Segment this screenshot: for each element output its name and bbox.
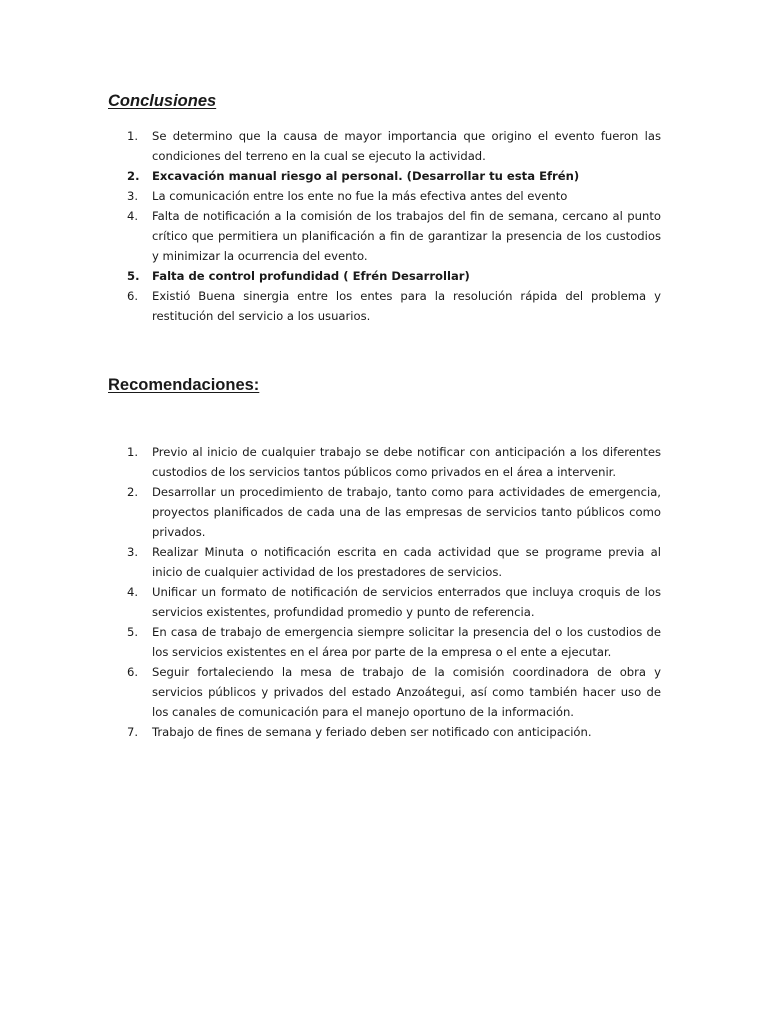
conclusiones-list [127,126,661,326]
recommendation-item [127,542,661,582]
item-text: Excavación manual riesgo al personal. (Desarrollar tu esta Efrén) [152,169,580,183]
item-number: 7. [127,725,139,739]
item-text: Desarrollar un procedimiento de trabajo, tanto como para actividades de emergencia, proyectos planificados de cada una de las empresas de servicios tanto públicos como privados. [152,485,661,539]
conclusion-item [127,126,661,166]
item-number: 6. [127,665,139,679]
recommendation-item [127,482,661,542]
item-number: 1. [127,445,139,459]
item-text: Trabajo de fines de semana y feriado deben ser notificado con anticipación. [152,725,592,739]
item-number: 6. [127,289,139,303]
conclusion-item [127,286,661,326]
item-text: En casa de trabajo de emergencia siempre solicitar la presencia del o los custodios de los servicios existentes en el área por parte de la empresa o el ente a ejecutar. [152,625,661,659]
item-number: 3. [127,545,139,559]
item-text: Existió Buena sinergia entre los entes para la resolución rápida del problema y restitución del servicio a los usuarios. [152,289,661,323]
conclusion-item [127,266,661,286]
item-number: 4. [127,585,139,599]
conclusion-item [127,166,661,186]
item-text: La comunicación entre los ente no fue la más efectiva antes del evento [152,189,568,203]
item-number: 2. [127,485,139,499]
item-number: 2. [127,169,140,183]
item-number: 3. [127,189,139,203]
item-number: 5. [127,625,139,639]
recomendaciones-list [127,442,661,742]
item-text: Seguir fortaleciendo la mesa de trabajo de la comisión coordinadora de obra y servicios públicos y privados del estado Anzoátegui, así como también hacer uso de los canales de comunicación para el manejo oportuno de la información. [152,665,661,719]
item-number: 5. [127,269,140,283]
item-number: 1. [127,129,139,143]
item-text: Se determino que la causa de mayor importancia que origino el evento fueron las condiciones del terreno en la cual se ejecuto la actividad. [152,129,661,163]
conclusion-item [127,186,661,206]
item-text: Falta de notificación a la comisión de los trabajos del fin de semana, cercano al punto crítico que permitiera un planificación a fin de garantizar la presencia de los custodios y minimizar la ocurrencia del evento. [152,209,661,263]
item-text: Previo al inicio de cualquier trabajo se debe notificar con anticipación a los diferentes custodios de los servicios tantos públicos como privados en el área a intervenir. [152,445,661,479]
conclusiones-heading: Conclusiones [108,92,217,110]
recommendation-item [127,442,661,482]
item-number: 4. [127,209,139,223]
recommendation-item [127,582,661,622]
item-text: Unificar un formato de notificación de servicios enterrados que incluya croquis de los servicios existentes, profundidad promedio y punto de referencia. [152,585,661,619]
recommendation-item [127,662,661,722]
recommendation-item [127,722,661,742]
item-text: Realizar Minuta o notificación escrita en cada actividad que se programe previa al inicio de cualquier actividad de los prestadores de servicios. [152,545,661,579]
item-text: Falta de control profundidad ( Efrén Desarrollar) [152,269,470,283]
conclusion-item [127,206,661,266]
recommendation-item [127,622,661,662]
recomendaciones-heading: Recomendaciones: [108,376,260,394]
